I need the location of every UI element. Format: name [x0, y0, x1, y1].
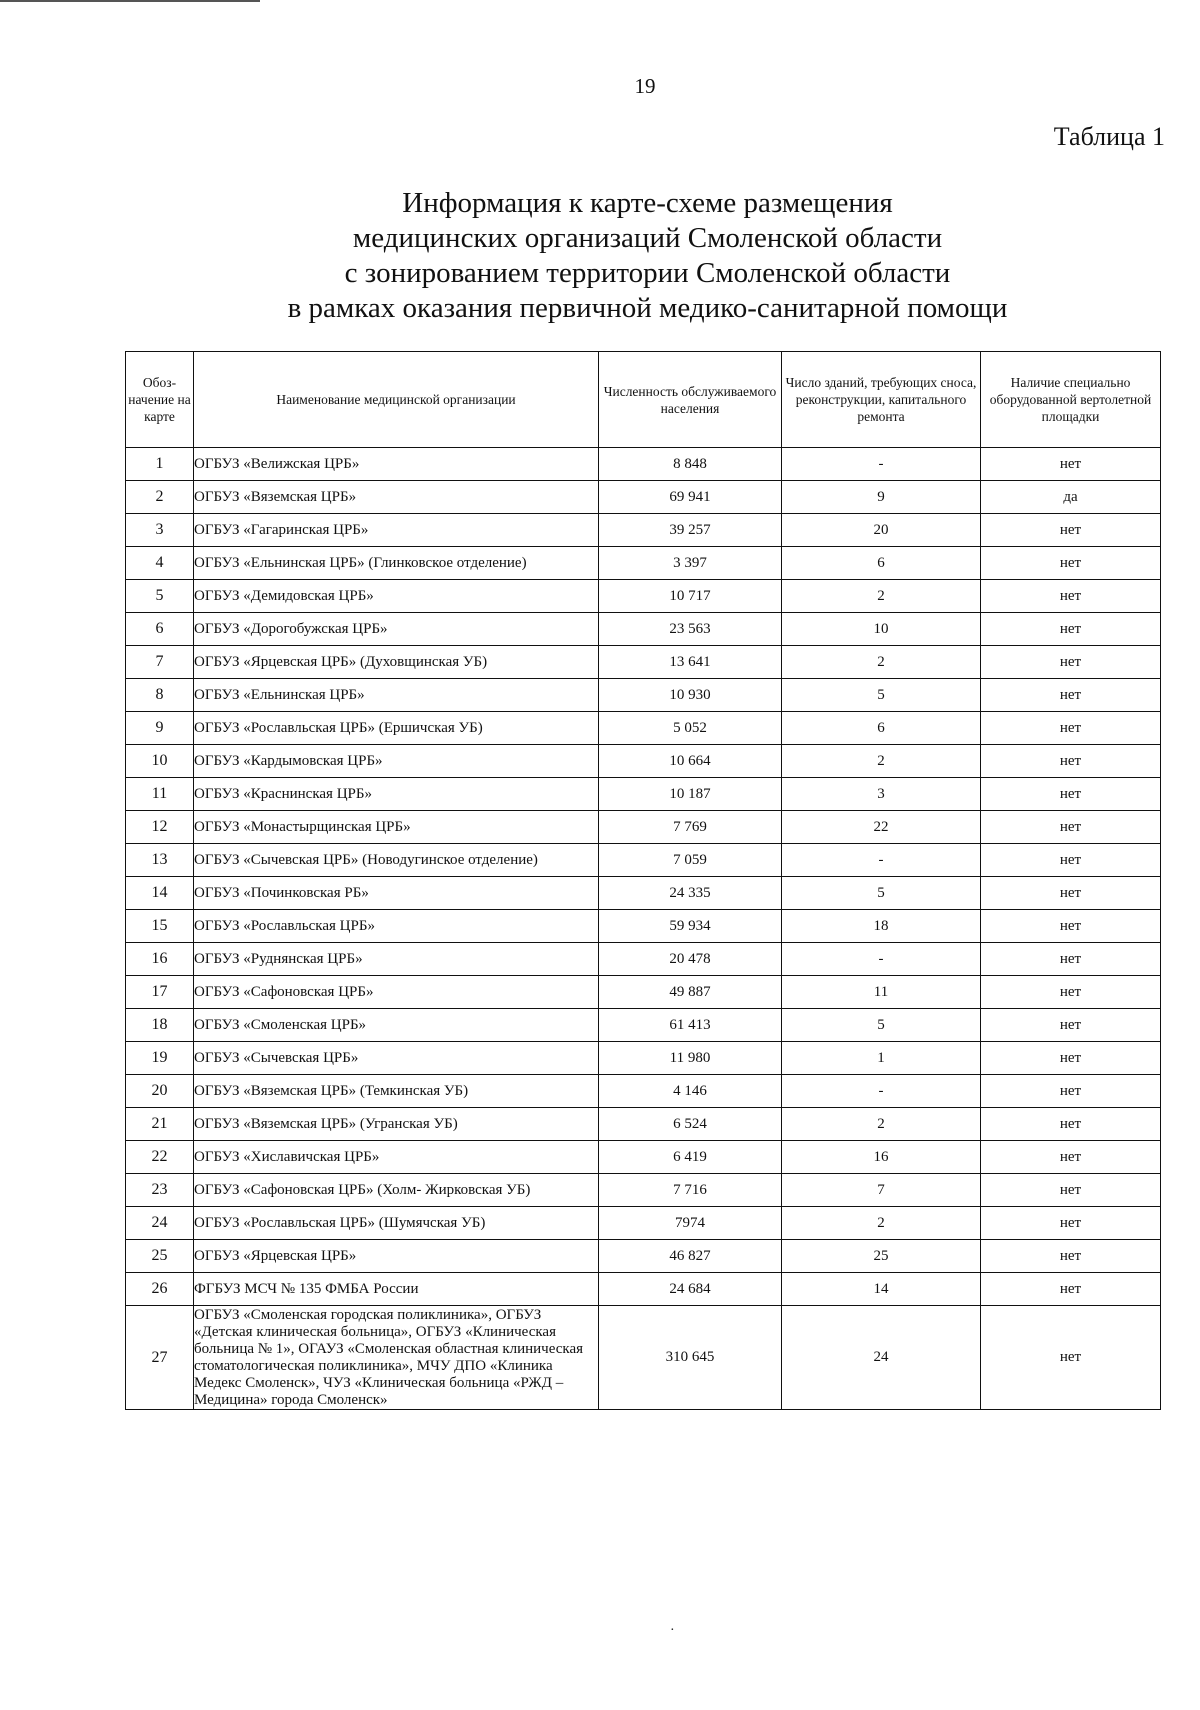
- buildings-count: 6: [782, 712, 981, 745]
- title-line: в рамках оказания первичной медико-санитарной помощи: [287, 292, 1008, 324]
- buildings-count: 7: [782, 1174, 981, 1207]
- row-number: 21: [126, 1108, 194, 1141]
- organization-name: ОГБУЗ «Сафоновская ЦРБ» (Холм- Жирковская УБ): [194, 1174, 599, 1207]
- buildings-count: -: [782, 448, 981, 481]
- organization-name: ОГБУЗ «Сычевская ЦРБ» (Новодугинское отделение): [194, 844, 599, 877]
- organization-name: ОГБУЗ «Рославльская ЦРБ» (Ершичская УБ): [194, 712, 599, 745]
- organization-name: ФГБУЗ МСЧ № 135 ФМБА России: [194, 1273, 599, 1306]
- helipad-availability: нет: [981, 1108, 1161, 1141]
- header-name: Наименование медицинской организации: [194, 352, 599, 448]
- organization-name: ОГБУЗ «Рославльская ЦРБ»: [194, 910, 599, 943]
- row-number: 17: [126, 976, 194, 1009]
- row-number: 19: [126, 1042, 194, 1075]
- organization-name: ОГБУЗ «Кардымовская ЦРБ»: [194, 745, 599, 778]
- row-number: 23: [126, 1174, 194, 1207]
- row-number: 6: [126, 613, 194, 646]
- population-count: 7 716: [599, 1174, 782, 1207]
- population-count: 4 146: [599, 1075, 782, 1108]
- row-number: 5: [126, 580, 194, 613]
- population-count: 10 717: [599, 580, 782, 613]
- buildings-count: 25: [782, 1240, 981, 1273]
- row-number: 8: [126, 679, 194, 712]
- title-line: Информация к карте-схеме размещения: [402, 187, 893, 219]
- table-row: [126, 514, 1161, 547]
- organization-name: ОГБУЗ «Дорогобужская ЦРБ»: [194, 613, 599, 646]
- helipad-availability: нет: [981, 844, 1161, 877]
- table-row: [126, 613, 1161, 646]
- buildings-count: 5: [782, 1009, 981, 1042]
- row-number: 20: [126, 1075, 194, 1108]
- organization-name: ОГБУЗ «Починковская РБ»: [194, 877, 599, 910]
- population-count: 23 563: [599, 613, 782, 646]
- population-count: 10 930: [599, 679, 782, 712]
- population-count: 24 684: [599, 1273, 782, 1306]
- helipad-availability: нет: [981, 1273, 1161, 1306]
- buildings-count: 9: [782, 481, 981, 514]
- buildings-count: 22: [782, 811, 981, 844]
- table-row: [126, 646, 1161, 679]
- buildings-count: 20: [782, 514, 981, 547]
- organization-name: ОГБУЗ «Ельнинская ЦРБ» (Глинковское отделение): [194, 547, 599, 580]
- buildings-count: 2: [782, 1108, 981, 1141]
- helipad-availability: нет: [981, 1174, 1161, 1207]
- helipad-availability: нет: [981, 910, 1161, 943]
- organization-name: ОГБУЗ «Гагаринская ЦРБ»: [194, 514, 599, 547]
- population-count: 69 941: [599, 481, 782, 514]
- table-row: [126, 1108, 1161, 1141]
- population-count: 6 419: [599, 1141, 782, 1174]
- table-row: [126, 547, 1161, 580]
- row-number: 11: [126, 778, 194, 811]
- helipad-availability: нет: [981, 646, 1161, 679]
- page-number: 19: [634, 74, 656, 98]
- document-title: [125, 186, 1170, 326]
- buildings-count: 11: [782, 976, 981, 1009]
- helipad-availability: нет: [981, 778, 1161, 811]
- helipad-availability: нет: [981, 514, 1161, 547]
- helipad-availability: нет: [981, 1009, 1161, 1042]
- table-row: [126, 1306, 1161, 1410]
- row-number: 1: [126, 448, 194, 481]
- population-count: 3 397: [599, 547, 782, 580]
- organization-name: ОГБУЗ «Ярцевская ЦРБ»: [194, 1240, 599, 1273]
- title-line: медицинских организаций Смоленской области: [352, 222, 943, 254]
- row-number: 3: [126, 514, 194, 547]
- table-row: [126, 778, 1161, 811]
- table-row: [126, 1075, 1161, 1108]
- table-row: [126, 1009, 1161, 1042]
- helipad-availability: нет: [981, 712, 1161, 745]
- population-count: 7 769: [599, 811, 782, 844]
- row-number: 24: [126, 1207, 194, 1240]
- table-label: Таблица 1: [1053, 122, 1165, 151]
- header-population: Численность обслуживаемого населения: [599, 352, 782, 448]
- table-row: [126, 1174, 1161, 1207]
- table-row: [126, 1207, 1161, 1240]
- organization-name: ОГБУЗ «Ельнинская ЦРБ»: [194, 679, 599, 712]
- organization-name: ОГБУЗ «Руднянская ЦРБ»: [194, 943, 599, 976]
- row-number: 10: [126, 745, 194, 778]
- organization-name: ОГБУЗ «Краснинская ЦРБ»: [194, 778, 599, 811]
- table-row: [126, 844, 1161, 877]
- table-header-row: [126, 352, 1161, 448]
- buildings-count: 24: [782, 1306, 981, 1410]
- population-count: 5 052: [599, 712, 782, 745]
- table-body: [126, 448, 1161, 1410]
- buildings-count: 6: [782, 547, 981, 580]
- table-row: [126, 712, 1161, 745]
- buildings-count: -: [782, 844, 981, 877]
- population-count: 49 887: [599, 976, 782, 1009]
- helipad-availability: нет: [981, 448, 1161, 481]
- buildings-count: -: [782, 943, 981, 976]
- organization-name: ОГБУЗ «Сафоновская ЦРБ»: [194, 976, 599, 1009]
- population-count: 46 827: [599, 1240, 782, 1273]
- scan-speck: ·: [670, 1623, 675, 1638]
- scan-edge-line: [0, 0, 260, 5]
- row-number: 16: [126, 943, 194, 976]
- helipad-availability: нет: [981, 943, 1161, 976]
- table-row: [126, 580, 1161, 613]
- buildings-count: 2: [782, 580, 981, 613]
- helipad-availability: нет: [981, 745, 1161, 778]
- row-number: 13: [126, 844, 194, 877]
- header-helipad: Наличие специально оборудованной вертолетной площадки: [981, 352, 1161, 448]
- row-number: 2: [126, 481, 194, 514]
- population-count: 59 934: [599, 910, 782, 943]
- row-number: 7: [126, 646, 194, 679]
- row-number: 27: [126, 1306, 194, 1410]
- organization-name: ОГБУЗ «Монастырщинская ЦРБ»: [194, 811, 599, 844]
- organization-name: ОГБУЗ «Демидовская ЦРБ»: [194, 580, 599, 613]
- table-row: [126, 1141, 1161, 1174]
- population-count: 11 980: [599, 1042, 782, 1075]
- population-count: 20 478: [599, 943, 782, 976]
- helipad-availability: нет: [981, 580, 1161, 613]
- buildings-count: 3: [782, 778, 981, 811]
- organization-name: ОГБУЗ «Смоленская городская поликлиника», ОГБУЗ «Детская клиническая больница», ОГБУЗ «Клиническая больница № 1», ОГАУЗ «Смоленская областная клиническая стоматологическая поликлиника», МЧУ ДПО «Клиника Медекс Смоленск», ЧУЗ «Клиническая больница «РЖД – Медицина» города Смоленск»: [194, 1306, 599, 1410]
- organization-name: ОГБУЗ «Смоленская ЦРБ»: [194, 1009, 599, 1042]
- row-number: 4: [126, 547, 194, 580]
- table-row: [126, 448, 1161, 481]
- helipad-availability: нет: [981, 1240, 1161, 1273]
- buildings-count: 10: [782, 613, 981, 646]
- buildings-count: 14: [782, 1273, 981, 1306]
- helipad-availability: нет: [981, 1207, 1161, 1240]
- row-number: 15: [126, 910, 194, 943]
- organization-name: ОГБУЗ «Ярцевская ЦРБ» (Духовщинская УБ): [194, 646, 599, 679]
- row-number: 12: [126, 811, 194, 844]
- organization-name: ОГБУЗ «Вяземская ЦРБ»: [194, 481, 599, 514]
- row-number: 14: [126, 877, 194, 910]
- row-number: 26: [126, 1273, 194, 1306]
- population-count: 39 257: [599, 514, 782, 547]
- organization-name: ОГБУЗ «Вяземская ЦРБ» (Угранская УБ): [194, 1108, 599, 1141]
- table-row: [126, 481, 1161, 514]
- helipad-availability: нет: [981, 547, 1161, 580]
- helipad-availability: нет: [981, 1075, 1161, 1108]
- organization-name: ОГБУЗ «Велижская ЦРБ»: [194, 448, 599, 481]
- population-count: 10 187: [599, 778, 782, 811]
- buildings-count: 5: [782, 877, 981, 910]
- helipad-availability: нет: [981, 877, 1161, 910]
- organization-name: ОГБУЗ «Рославльская ЦРБ» (Шумячская УБ): [194, 1207, 599, 1240]
- table-row: [126, 1240, 1161, 1273]
- buildings-count: 18: [782, 910, 981, 943]
- table-row: [126, 679, 1161, 712]
- buildings-count: 2: [782, 646, 981, 679]
- table-row: [126, 976, 1161, 1009]
- helipad-availability: нет: [981, 811, 1161, 844]
- helipad-availability: нет: [981, 679, 1161, 712]
- buildings-count: 5: [782, 679, 981, 712]
- table-row: [126, 877, 1161, 910]
- helipad-availability: да: [981, 481, 1161, 514]
- population-count: 7974: [599, 1207, 782, 1240]
- row-number: 25: [126, 1240, 194, 1273]
- buildings-count: 2: [782, 1207, 981, 1240]
- buildings-count: 2: [782, 745, 981, 778]
- organization-name: ОГБУЗ «Вяземская ЦРБ» (Темкинская УБ): [194, 1075, 599, 1108]
- table-row: [126, 1273, 1161, 1306]
- buildings-count: -: [782, 1075, 981, 1108]
- row-number: 9: [126, 712, 194, 745]
- table-row: [126, 910, 1161, 943]
- header-buildings: Число зданий, требующих сноса, реконструкции, капитального ремонта: [782, 352, 981, 448]
- population-count: 61 413: [599, 1009, 782, 1042]
- population-count: 10 664: [599, 745, 782, 778]
- table-row: [126, 811, 1161, 844]
- population-count: 6 524: [599, 1108, 782, 1141]
- population-count: 13 641: [599, 646, 782, 679]
- population-count: 310 645: [599, 1306, 782, 1410]
- title-line: с зонированием территории Смоленской области: [344, 257, 951, 289]
- table-row: [126, 1042, 1161, 1075]
- row-number: 18: [126, 1009, 194, 1042]
- row-number: 22: [126, 1141, 194, 1174]
- helipad-availability: нет: [981, 976, 1161, 1009]
- helipad-availability: нет: [981, 613, 1161, 646]
- header-num: Обоз-начение на карте: [126, 352, 194, 448]
- organization-name: ОГБУЗ «Хиславичская ЦРБ»: [194, 1141, 599, 1174]
- buildings-count: 1: [782, 1042, 981, 1075]
- table-row: [126, 943, 1161, 976]
- table-row: [126, 745, 1161, 778]
- helipad-availability: нет: [981, 1306, 1161, 1410]
- buildings-count: 16: [782, 1141, 981, 1174]
- population-count: 8 848: [599, 448, 782, 481]
- organizations-table: [125, 351, 1161, 1410]
- helipad-availability: нет: [981, 1042, 1161, 1075]
- population-count: 7 059: [599, 844, 782, 877]
- population-count: 24 335: [599, 877, 782, 910]
- organization-name: ОГБУЗ «Сычевская ЦРБ»: [194, 1042, 599, 1075]
- helipad-availability: нет: [981, 1141, 1161, 1174]
